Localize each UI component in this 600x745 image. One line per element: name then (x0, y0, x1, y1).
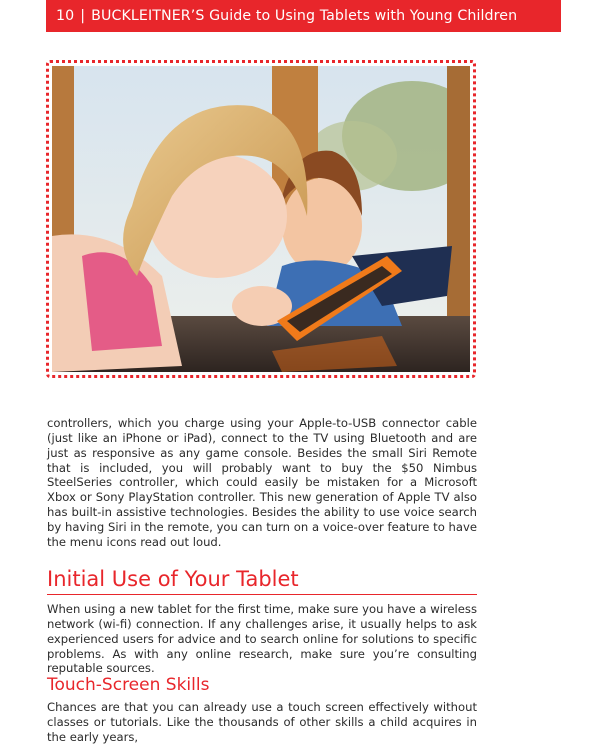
subsection-heading: Touch-Screen Skills (47, 675, 210, 695)
header-separator: | (80, 8, 86, 24)
page-number: 10 (56, 8, 75, 24)
running-header (46, 0, 561, 32)
section-heading: Initial Use of Your Tablet (47, 566, 477, 595)
photo-illustration (52, 66, 470, 372)
book-title: Guide to Using Tablets with Young Children (209, 8, 518, 24)
body-paragraph: controllers, which you charge using your Apple-to-USB connector cable (just like an iPhone or iPad), connect to the TV using Bluetooth and are just as responsive as any game console. Besides the small Siri Remote that is included, you will probably want to buy the $50 Nimbus SteelSeries controller, which could easily be mistaken for a Microsoft Xbox or Sony PlayStation controller. This new generation of Apple TV also has built-in assistive technologies. Besides the ability to use voice search by having Siri in the remote, you can turn on a voice-over feature to have the menu icons read out loud. (47, 416, 477, 549)
children-tablet-photo (52, 66, 470, 372)
body-paragraph: When using a new tablet for the first time, make sure you have a wireless network (wi-fi) connection. If any challenges arise, it usually helps to ask experienced users for advice and to search online for solutions to specific problems. As with any online research, make sure you’re consulting reputable sources. (47, 602, 477, 676)
photo-frame (46, 60, 476, 378)
body-paragraph: Chances are that you can already use a touch screen effectively without classes or tutorials. Like the thousands of other skills a child acquires in the early years, (47, 700, 477, 744)
book-author: BUCKLEITNER’S (91, 8, 205, 24)
